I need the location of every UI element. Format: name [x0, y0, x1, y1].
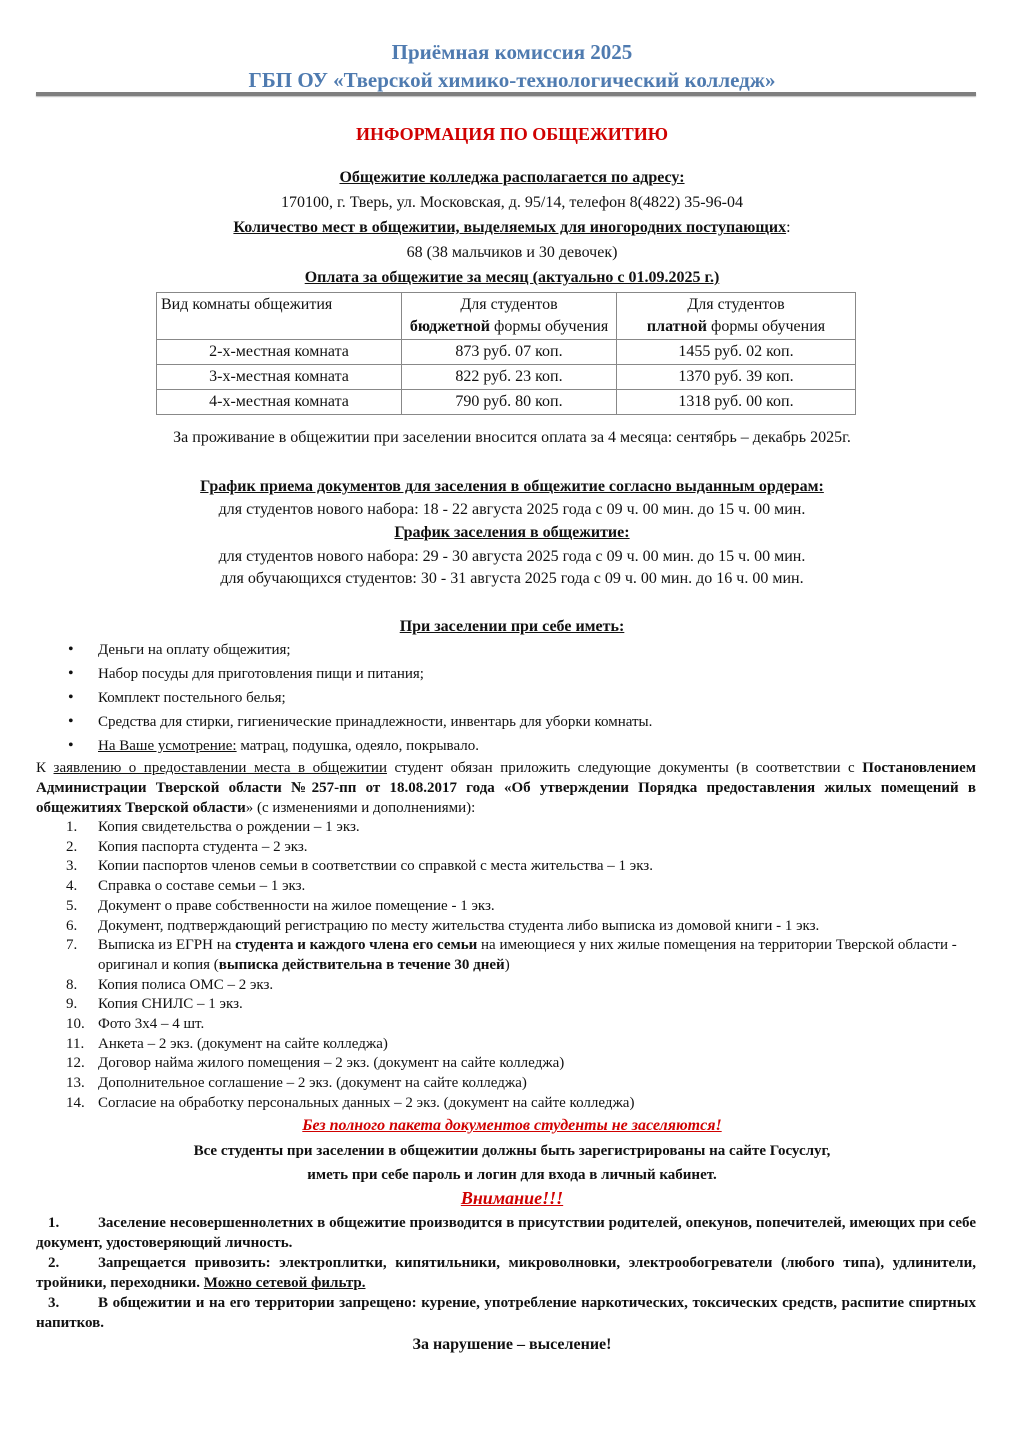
- rule-number: 1.: [48, 1215, 60, 1231]
- item-number: 7.: [66, 937, 78, 954]
- item-text: Документ, подтверждающий регистрацию по месту жительства студента либо выписка из домовой книги - 1 экз.: [98, 917, 820, 934]
- header-admission: Приёмная комиссия 2025: [391, 40, 633, 64]
- fees-note: За проживание в общежитии при заселении вносится оплата за 4 месяца: сентябрь – декабрь 2025г.: [173, 429, 851, 446]
- rule-text: Запрещается привозить: электроплитки, кипятильники, микроволновки, электрообогреватели (любого типа), удлинители, тройники, переходники.: [36, 1255, 976, 1291]
- address-heading: Общежитие колледжа располагается по адресу:: [339, 169, 685, 186]
- attention-heading: Внимание!!!: [460, 1188, 564, 1208]
- item-text: Фото 3х4 – 4 шт.: [98, 1016, 205, 1033]
- header-college-name: ГБП ОУ «Тверской химико-технологический колледж»: [248, 68, 776, 92]
- item-number: 4.: [66, 878, 78, 895]
- room-type-cell: 4-х-местная комната: [157, 390, 402, 415]
- documents-list: [36, 818, 976, 1114]
- places-heading-line: [0, 217, 1024, 239]
- item-text: Копия свидетельства о рождении – 1 экз.: [98, 819, 360, 835]
- docs-schedule-line: для студентов нового набора: 18 - 22 августа 2025 года с 09 ч. 00 мин. до 15 ч. 00 мин.: [218, 501, 806, 518]
- rule-number: 3.: [48, 1295, 60, 1311]
- col-paid-post: формы обучения: [706, 318, 826, 335]
- application-resolution: Постановлением Администрации Тверской области №257-пп от 18.08.2017 года «Об утверждении Порядка предоставления жилых помещений в общежитиях Тверской области: [36, 760, 976, 816]
- list-item: • Набор посуды для приготовления пищи и питания;: [64, 662, 652, 686]
- col-budget-bold: бюджетной: [409, 318, 491, 335]
- item-number: 9.: [66, 996, 78, 1013]
- places-text: 68 (38 мальчиков и 30 девочек): [406, 244, 618, 261]
- fees-heading: Оплата за общежитие за месяц (актуально с 01.09.2025 г.): [304, 269, 720, 286]
- col-room-type: Вид комнаты общежития: [157, 293, 402, 340]
- room-type-cell: 3-х-местная комната: [157, 365, 402, 390]
- list-item: [36, 1094, 976, 1114]
- item-text: Дополнительное соглашение – 2 экз. (документ на сайте колледжа): [98, 1075, 527, 1092]
- item-text: Копии паспортов членов семьи в соответствии со справкой с места жительства – 1 экз.: [98, 858, 653, 875]
- table-row: [157, 390, 856, 415]
- footer-warning: За нарушение – выселение!: [412, 1336, 612, 1353]
- paid-price-cell: 1318 руб. 00 коп.: [617, 390, 856, 415]
- col-paid: [617, 293, 856, 340]
- rule-number: 2.: [48, 1255, 60, 1271]
- gosuslugi-line-1: Все студенты при заселении в общежитии должны быть зарегистрированы на сайте Госуслуг,: [193, 1143, 831, 1159]
- places-heading-colon: :: [786, 219, 791, 236]
- list-item: • Средства для стирки, гигиенические принадлежности, инвентарь для уборки комнаты.: [64, 710, 652, 734]
- list-item: [36, 1035, 976, 1055]
- item-number: 12.: [66, 1055, 85, 1072]
- item-bold: студента и каждого члена его семьи: [235, 937, 478, 954]
- list-item: • Комплект постельного белья;: [64, 686, 652, 710]
- item-text: Согласие на обработку персональных данных – 2 экз. (документ на сайте колледжа): [98, 1094, 635, 1111]
- optional-label: На Ваше усмотрение:: [98, 738, 237, 754]
- item-text: Копия СНИЛС – 1 экз.: [98, 996, 243, 1013]
- rule-item: [36, 1213, 976, 1253]
- table-row: [157, 365, 856, 390]
- col-paid-pre: Для студентов: [687, 296, 785, 313]
- full-package-warning: Без полного пакета документов студенты не заселяются!: [302, 1117, 722, 1134]
- application-mid: студент обязан приложить следующие документы (в соответствии с: [386, 760, 863, 776]
- list-item: [36, 857, 976, 877]
- list-item: [36, 976, 976, 996]
- gosuslugi-line-2: иметь при себе пароль и логин для входа в личный кабинет.: [307, 1167, 717, 1183]
- application-underlined: заявлению о предоставлении места в общежитии: [53, 760, 387, 776]
- item-text: Копия полиса ОМС – 2 экз.: [98, 976, 274, 993]
- item-bold: выписка действительна в течение 30 дней: [218, 956, 505, 973]
- item-number: 5.: [66, 897, 78, 914]
- list-item: [36, 1015, 976, 1035]
- list-item: [36, 877, 976, 897]
- col-budget-post: формы обучения: [490, 318, 609, 335]
- col-budget-pre: Для студентов: [460, 296, 558, 313]
- col-paid-bold: платной: [646, 318, 707, 335]
- paid-price-cell: 1370 руб. 39 коп.: [617, 365, 856, 390]
- docs-schedule-heading: График приема документов для заселения в общежитие согласно выданным ордерам:: [200, 478, 824, 495]
- bring-heading: При заселении при себе иметь:: [399, 618, 625, 635]
- col-budget: [402, 293, 617, 340]
- list-item: [36, 818, 976, 838]
- budget-price-cell: 822 руб. 23 коп.: [402, 365, 617, 390]
- settle-schedule-line-1: для студентов нового набора: 29 - 30 августа 2025 года с 09 ч. 00 мин. до 15 ч. 00 мин.: [218, 548, 806, 565]
- item-text: Договор найма жилого помещения – 2 экз. (документ на сайте колледжа): [98, 1055, 565, 1072]
- budget-price-cell: 790 руб. 80 коп.: [402, 390, 617, 415]
- rule-text: В общежитии и на его территории запрещено: курение, употребление наркотических, токсических средств, распитие спиртных напитков.: [36, 1295, 976, 1331]
- list-item: [36, 936, 976, 975]
- settle-schedule-line-2: для обучающихся студентов: 30 - 31 августа 2025 года с 09 ч. 00 мин. до 16 ч. 00 мин.: [220, 570, 804, 587]
- optional-items: матрац, подушка, одеяло, покрывало.: [236, 738, 479, 754]
- bring-list: [64, 638, 652, 758]
- item-text: ): [504, 956, 510, 973]
- table-row: [157, 340, 856, 365]
- header-divider: [36, 92, 976, 96]
- attention-line: [0, 1187, 1024, 1209]
- list-item: [36, 1074, 976, 1094]
- application-pre: К: [36, 760, 54, 776]
- list-item: [36, 995, 976, 1015]
- item-number: 6.: [66, 917, 78, 934]
- places-heading: Количество мест в общежитии, выделяемых для иногородних поступающих: [233, 219, 787, 236]
- item-number: 11.: [66, 1035, 85, 1052]
- address-text: 170100, г. Тверь, ул. Московская, д. 95/14, телефон 8(4822) 35-96-04: [281, 194, 743, 211]
- item-text: на имеющиеся у них жилые помещения на территории Тверской области - оригинал и копия (: [98, 937, 957, 973]
- list-item: [64, 734, 652, 758]
- room-type-cell: 2-х-местная комната: [157, 340, 402, 365]
- rule-text: Заселение несовершеннолетних в общежитие производится в присутствии родителей, опекунов, попечителей, имеющих при себе документ, удостоверяющий личность.: [36, 1215, 976, 1251]
- item-number: 2.: [66, 838, 78, 855]
- item-text: Копия паспорта студента – 2 экз.: [98, 838, 308, 855]
- list-item: [36, 1054, 976, 1074]
- item-number: 13.: [66, 1075, 85, 1092]
- fees-table-header: [157, 293, 856, 340]
- list-item: • Деньги на оплату общежития;: [64, 638, 652, 662]
- item-number: 3.: [66, 858, 78, 875]
- list-item: [36, 917, 976, 937]
- item-text: Справка о составе семьи – 1 экз.: [98, 878, 306, 895]
- rule-allowed-note: Можно сетевой фильтр.: [203, 1275, 366, 1291]
- budget-price-cell: 873 руб. 07 коп.: [402, 340, 617, 365]
- paid-price-cell: 1455 руб. 02 коп.: [617, 340, 856, 365]
- item-number: 10.: [66, 1016, 85, 1033]
- item-number: 1.: [66, 819, 78, 835]
- full-package-warning-line: [0, 1115, 1024, 1137]
- item-text: Выписка из ЕГРН на: [98, 937, 236, 954]
- list-item: [36, 838, 976, 858]
- application-post: » (с изменениями и дополнениями):: [245, 800, 476, 816]
- item-text: Анкета – 2 экз. (документ на сайте колледжа): [98, 1035, 388, 1052]
- item-text: Документ о праве собственности на жилое помещение - 1 экз.: [98, 897, 495, 914]
- page-title: ИНФОРМАЦИЯ ПО ОБЩЕЖИТИЮ: [355, 124, 669, 144]
- rule-item: [36, 1253, 976, 1293]
- application-paragraph: [36, 758, 976, 818]
- item-number: 8.: [66, 976, 78, 993]
- fees-table: [156, 292, 856, 415]
- item-number: 14.: [66, 1094, 85, 1111]
- list-item: [36, 897, 976, 917]
- settle-schedule-heading: График заселения в общежитие:: [394, 524, 630, 541]
- rule-item: [36, 1293, 976, 1333]
